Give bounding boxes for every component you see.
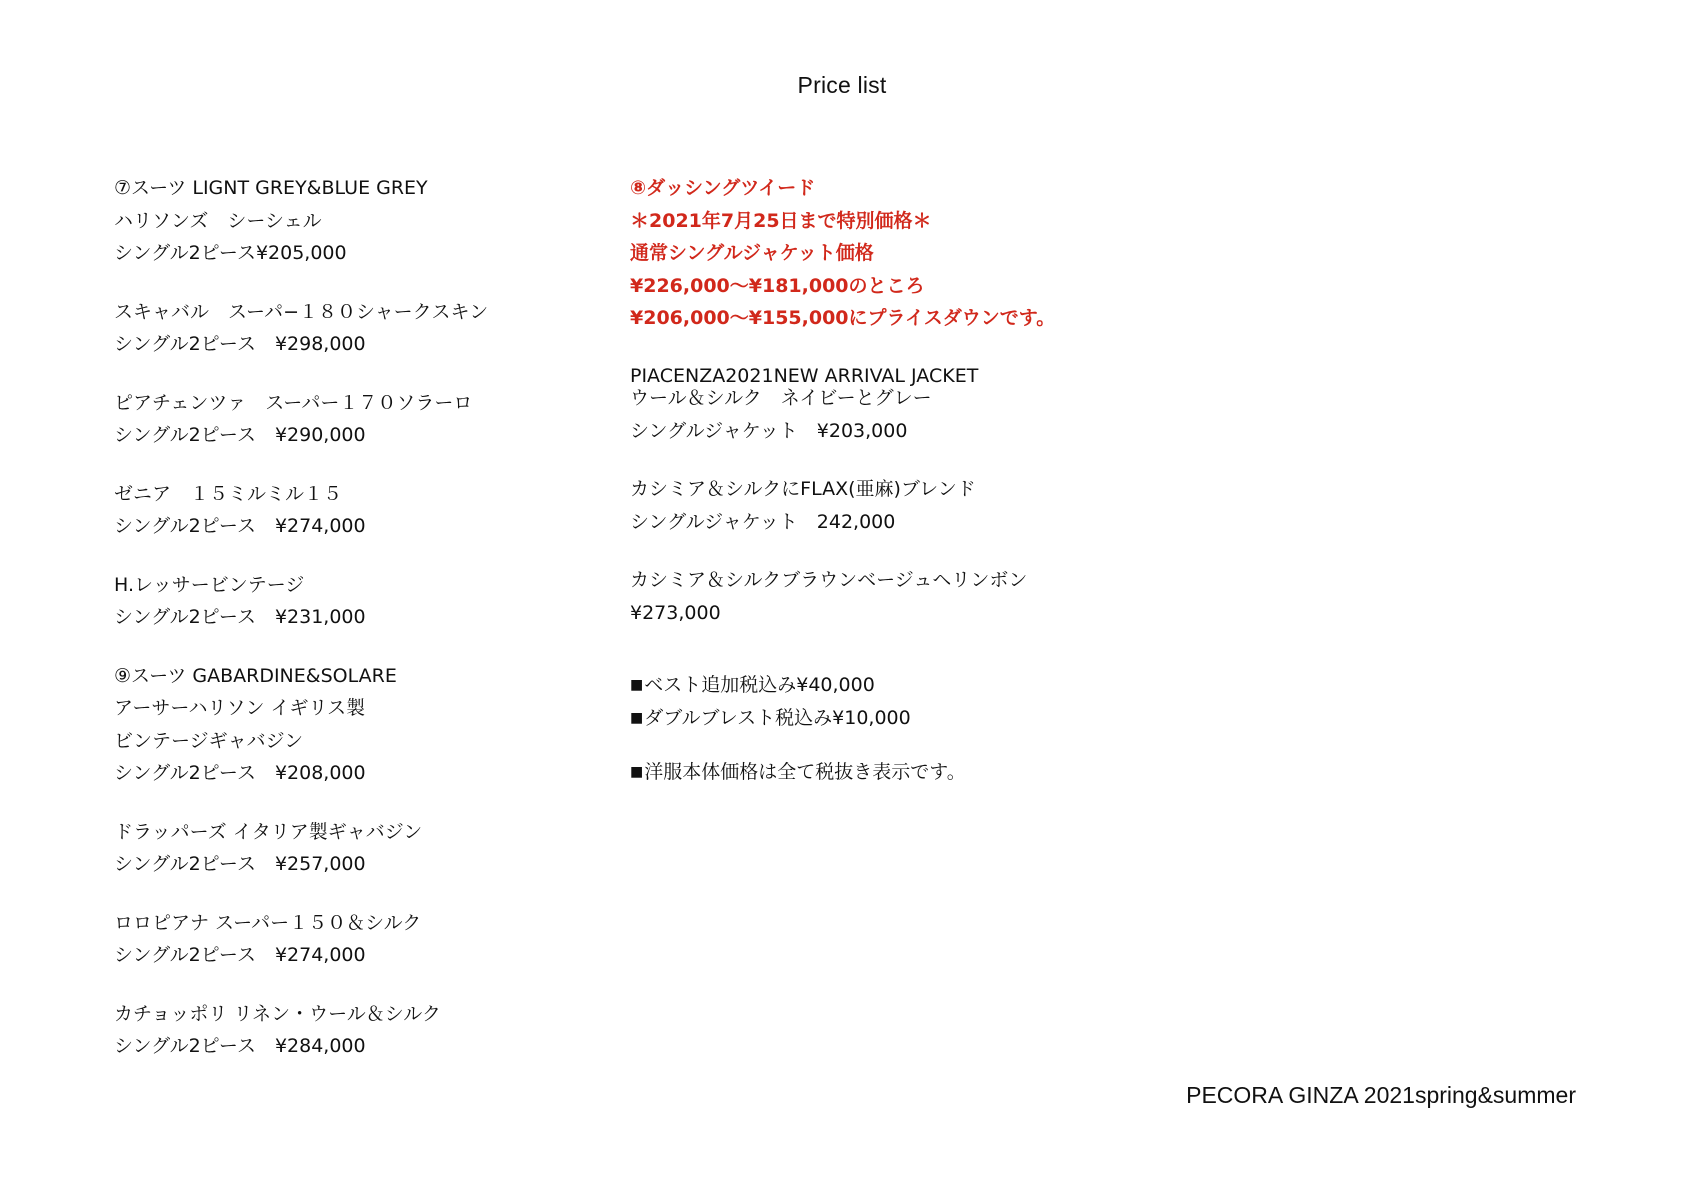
note-item <box>630 756 1190 789</box>
note-item <box>630 702 1190 735</box>
notes-list <box>630 669 1190 789</box>
bullet-icon: ■ <box>630 709 644 726</box>
price-group <box>114 296 614 361</box>
page-title: Price list <box>797 72 887 98</box>
piacenza-heading: PIACENZA2021NEW ARRIVAL JACKET <box>630 364 979 387</box>
price-group <box>114 660 614 790</box>
note-text: 洋服本体価格は全て税抜き表示です。 <box>644 761 966 783</box>
price-line: ドラッパーズ イタリア製ギャバジン <box>114 820 423 843</box>
bullet-icon: ■ <box>630 764 644 780</box>
price-line: ハリソンズ シーシェル <box>114 209 322 232</box>
price-line: カシミア＆シルクブラウンベージュヘリンボン <box>630 569 1028 591</box>
price-group <box>114 998 614 1063</box>
note-item <box>630 669 1190 702</box>
price-group <box>114 172 614 270</box>
price-line: ロロピアナ スーパー１５０＆シルク <box>114 911 422 934</box>
price-line: シングル2ピース ¥298,000 <box>114 333 366 355</box>
piacenza-block <box>630 365 1190 448</box>
price-line: ゼニア １５ミルミル１５ <box>114 482 343 505</box>
price-line: シングル2ピース¥205,000 <box>114 242 347 264</box>
price-line: ⑨スーツ GABARDINE&SOLARE <box>114 664 397 687</box>
price-group <box>114 478 614 543</box>
price-line: シングル2ピース ¥257,000 <box>114 853 366 875</box>
note-text: ダブルブレスト税込み¥10,000 <box>644 706 911 729</box>
special-offer-block <box>630 172 1190 335</box>
price-line: H.レッサービンテージ <box>114 573 305 596</box>
special-offer-line: ¥226,000〜¥181,000のところ <box>630 274 925 297</box>
price-line: カシミア＆シルクにFLAX(亜麻)ブレンド <box>630 478 976 500</box>
special-offer-line: ⑧ダッシングツイード <box>630 177 816 199</box>
price-line: ウール＆シルク ネイビーとグレー <box>630 386 932 409</box>
price-line: シングル2ピース ¥231,000 <box>114 606 366 628</box>
price-group <box>114 816 614 881</box>
price-line: シングル2ピース ¥274,000 <box>114 944 366 966</box>
price-group <box>114 387 614 452</box>
price-group <box>630 473 1190 538</box>
special-offer-line: ¥206,000〜¥155,000にプライスダウンです。 <box>630 307 1056 329</box>
price-line: ビンテージギャバジン <box>114 729 304 752</box>
left-price-column <box>114 172 614 1063</box>
price-line: カチョッポリ リネン・ウール＆シルク <box>114 1002 441 1025</box>
special-offer-line: 通常シングルジャケット価格 <box>630 242 874 264</box>
price-line: シングル2ピース ¥284,000 <box>114 1035 366 1057</box>
price-group <box>114 569 614 634</box>
special-offer-line: ＊2021年7月25日まで特別価格＊ <box>630 209 932 232</box>
price-line: ⑦スーツ LIGNT GREY&BLUE GREY <box>114 177 428 199</box>
price-line: ピアチェンツァ スーパー１７０ソラーロ <box>114 391 473 414</box>
note-text: ベスト追加税込み¥40,000 <box>644 674 875 696</box>
price-line: シングル2ピース ¥208,000 <box>114 762 366 784</box>
price-line: シングルジャケット 242,000 <box>630 510 896 533</box>
price-line: アーサーハリソン イギリス製 <box>114 697 366 719</box>
price-line: ¥273,000 <box>630 601 721 624</box>
price-line: シングル2ピース ¥290,000 <box>114 424 366 446</box>
price-line: スキャバル スーパ−１８０シャークスキン <box>114 300 489 323</box>
price-group <box>630 564 1190 629</box>
price-line: シングルジャケット ¥203,000 <box>630 419 908 442</box>
right-price-column <box>630 172 1190 789</box>
bullet-icon: ■ <box>630 677 644 693</box>
price-group <box>114 907 614 972</box>
price-line: シングル2ピース ¥274,000 <box>114 515 366 537</box>
footer-brand: PECORA GINZA 2021spring&summer <box>1186 1082 1576 1108</box>
